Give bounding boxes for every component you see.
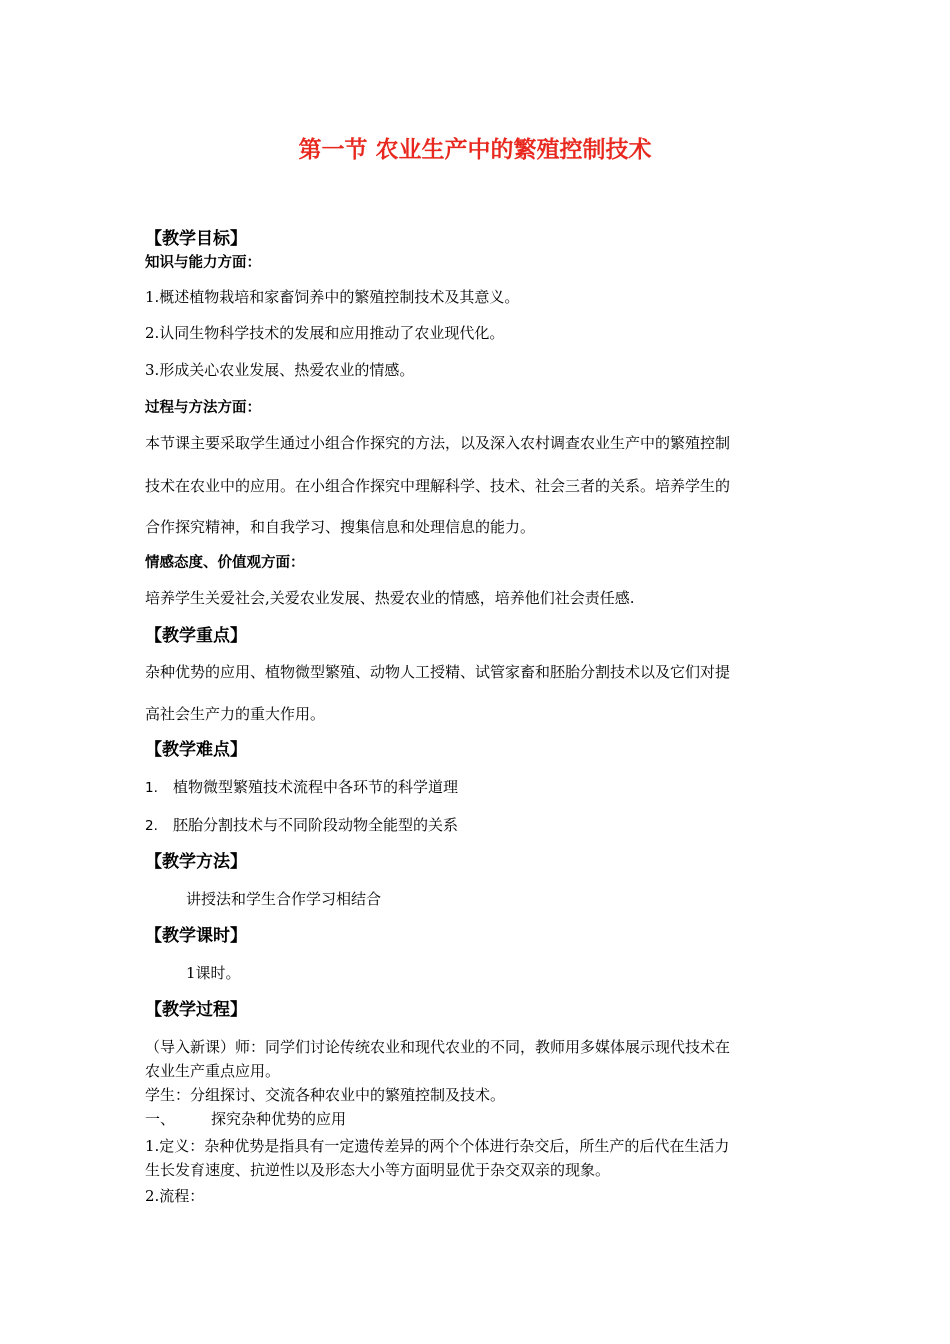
method-text: 讲授法和学生合作学习相结合 [186,890,382,908]
difficulty-text: 胚胎分割技术与不同阶段动物全能型的关系 [173,816,459,834]
process-method-line-3: 合作探究精神，和自我学习、搜集信息和处理信息的能力。 [145,518,536,536]
document-title: 第一节 农业生产中的繁殖控制技术 [298,137,652,163]
knowledge-item-3: 3.形成关心农业发展、热爱农业的情感。 [145,361,415,379]
method-heading: 【教学方法】 [145,852,247,872]
teaching-process-line-3: 学生：分组探讨、交流各种农业中的繁殖控制及技术。 [145,1086,506,1104]
difficulty-number: 1. [145,780,158,796]
attitude-text: 培养学生关爱社会,关爱农业发展、热爱农业的情感，培养他们社会责任感. [145,589,635,607]
difficulties-heading: 【教学难点】 [145,740,247,760]
process-method-line-1: 本节课主要采取学生通过小组合作探究的方法，以及深入农村调查农业生产中的繁殖控制 [145,434,731,452]
difficulty-text: 植物微型繁殖技术流程中各环节的科学道理 [173,778,459,796]
section-number: 一、 [145,1110,176,1128]
keypoints-line-1: 杂种优势的应用、植物微型繁殖、动物人工授精、试管家畜和胚胎分割技术以及它们对提 [145,663,731,681]
section-title: 探究杂种优势的应用 [211,1110,347,1128]
definition-line-1: 1.定义：杂种优势是指具有一定遗传差异的两个个体进行杂交后，所生产的后代在生活力 [145,1137,730,1155]
knowledge-heading: 知识与能力方面： [145,255,261,271]
objectives-heading: 【教学目标】 [145,229,247,249]
teaching-process-heading: 【教学过程】 [145,1000,247,1020]
definition-line-2: 生长发育速度、抗逆性以及形态大小等方面明显优于杂交双亲的现象。 [145,1161,611,1179]
teaching-process-line-2: 农业生产重点应用。 [145,1062,281,1080]
section-heading [145,1109,346,1129]
hours-heading: 【教学课时】 [145,926,247,946]
knowledge-item-1: 1.概述植物栽培和家畜饲养中的繁殖控制技术及其意义。 [145,288,520,306]
difficulty-number: 2. [145,818,158,834]
difficulty-item-1 [145,777,458,798]
flow-label: 2.流程： [145,1187,205,1205]
attitude-heading: 情感态度、价值观方面： [145,555,305,571]
difficulty-item-2 [145,815,458,836]
keypoints-heading: 【教学重点】 [145,626,247,646]
knowledge-item-2: 2.认同生物科学技术的发展和应用推动了农业现代化。 [145,324,505,342]
process-method-heading: 过程与方法方面： [145,400,261,416]
keypoints-line-2: 高社会生产力的重大作用。 [145,705,326,723]
hours-text: 1课时。 [186,964,241,982]
process-method-line-2: 技术在农业中的应用。在小组合作探究中理解科学、技术、社会三者的关系。培养学生的 [145,477,731,495]
teaching-process-line-1: （导入新课）师：同学们讨论传统农业和现代农业的不同，教师用多媒体展示现代技术在 [145,1038,731,1056]
